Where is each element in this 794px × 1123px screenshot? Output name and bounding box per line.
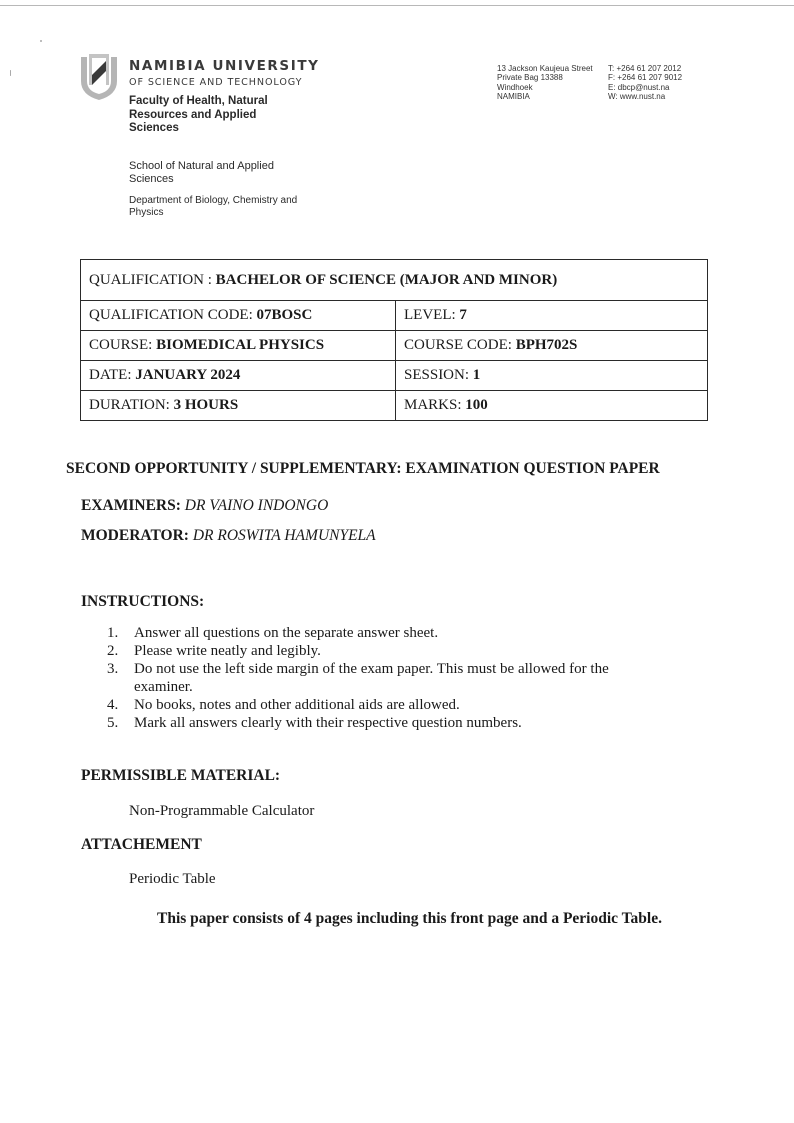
address-line: Private Bag 13388	[497, 73, 563, 83]
school-name: School of Natural and Applied Sciences	[129, 160, 274, 185]
department-name: Department of Biology, Chemistry and Physics	[129, 195, 298, 218]
table-row	[81, 301, 708, 331]
qualification-code-cell: QUALIFICATION CODE: 07BOSC	[81, 301, 396, 331]
attachment-title: ATTACHEMENT	[81, 836, 202, 853]
table-row	[81, 331, 708, 361]
instructions-title: INSTRUCTIONS:	[81, 593, 205, 610]
address-line: Windhoek	[497, 82, 533, 92]
nust-shield-logo-icon	[77, 51, 121, 101]
list-item: 1. Answer all questions on the separate answer sheet.	[107, 625, 439, 641]
contact-website: W: www.nust.na	[608, 91, 666, 101]
examiners-line: EXAMINERS: DR VAINO INDONGO	[81, 497, 329, 514]
date-cell: DATE: JANUARY 2024	[81, 361, 396, 391]
exam-info-table	[80, 259, 708, 421]
contact-fax: F: +264 61 207 9012	[608, 73, 683, 83]
level-cell: LEVEL: 7	[396, 301, 708, 331]
scan-speck	[40, 40, 42, 42]
instructions-list	[107, 624, 667, 732]
scan-top-edge	[0, 5, 794, 6]
faculty-name: Faculty of Health, Natural Resources and Applied Sciences	[129, 95, 268, 134]
university-name: NAMIBIA UNIVERSITY	[129, 58, 320, 74]
address-line: 13 Jackson Kaujeua Street	[497, 64, 593, 73]
examiner-name: DR VAINO INDONGO	[184, 497, 329, 514]
attachment-item: Periodic Table	[129, 871, 216, 887]
list-item: 2. Please write neatly and legibly.	[107, 643, 321, 659]
university-subtitle: OF SCIENCE AND TECHNOLOGY	[129, 77, 303, 88]
qualification-value: BACHELOR OF SCIENCE (MAJOR AND MINOR)	[215, 271, 558, 288]
contact-details	[608, 64, 682, 101]
moderator-name: DR ROSWITA HAMUNYELA	[192, 527, 376, 544]
postal-address	[497, 64, 593, 101]
permissible-material-title: PERMISSIBLE MATERIAL:	[81, 767, 281, 784]
list-item: 3. Do not use the left side margin of the exam paper. This must be allowed for the examiner.	[107, 661, 609, 695]
contact-phone: T: +264 61 207 2012	[608, 64, 682, 73]
exam-paper-heading: SECOND OPPORTUNITY / SUPPLEMENTARY: EXAMINATION QUESTION PAPER	[66, 460, 660, 477]
table-row	[81, 391, 708, 421]
duration-cell: DURATION: 3 HOURS	[81, 391, 396, 421]
moderator-line: MODERATOR: DR ROSWITA HAMUNYELA	[81, 527, 376, 544]
course-cell: COURSE: BIOMEDICAL PHYSICS	[81, 331, 396, 361]
table-row	[81, 361, 708, 391]
table-row	[81, 260, 708, 301]
contact-email: E: dbcp@nust.na	[608, 82, 670, 92]
permissible-material-item: Non-Programmable Calculator	[129, 803, 315, 819]
qualification-cell: QUALIFICATION : BACHELOR OF SCIENCE (MAJOR AND MINOR)	[81, 260, 708, 301]
marks-cell: MARKS: 100	[396, 391, 708, 421]
list-item: 5. Mark all answers clearly with their respective question numbers.	[107, 715, 522, 731]
list-item: 4. No books, notes and other additional aids are allowed.	[107, 697, 460, 713]
session-cell: SESSION: 1	[396, 361, 708, 391]
course-code-cell: COURSE CODE: BPH702S	[396, 331, 708, 361]
scan-speck	[10, 70, 11, 76]
page-count-note: This paper consists of 4 pages including this front page and a Periodic Table.	[157, 910, 662, 927]
address-line: NAMIBIA	[497, 91, 530, 101]
